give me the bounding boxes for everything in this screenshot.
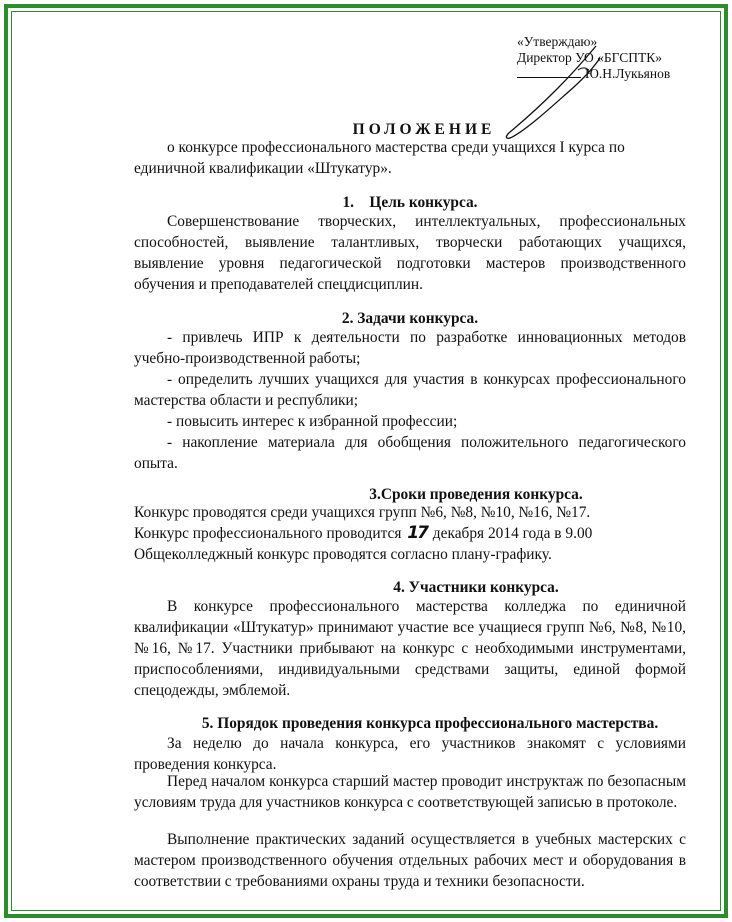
section-5-paragraph-1: За неделю до начала конкурса, его участников знакомят с условиями проведения конкурса. <box>134 735 686 773</box>
section-3-line-2-end: декабря 2014 года в 9.00 <box>432 525 593 542</box>
section-5-paragraph-2: Перед началом конкурса старший мастер проводит инструктаж по безопасным условиям труда для участников конкурса с соответствующей записью в протоколе. <box>134 773 686 811</box>
section-2-item-4: - накопление материала для обобщения положительного педагогического опыта. <box>134 434 686 472</box>
approver-name: Ю.Н.Лукьянов <box>585 66 671 81</box>
section-2-item-3: - повысить интерес к избранной профессии; <box>167 413 458 430</box>
section-4-heading: 4. Участники конкурса. <box>393 579 559 596</box>
section-2-item-2: - определить лучших учащихся для участия в конкурсах профессионального мастерства области и республики; <box>134 371 686 409</box>
approval-line-1: «Утверждаю» <box>517 34 598 49</box>
section-4-text: В конкурсе профессионального мастерства колледжа по единичной квалификации «Штукатур» принимают участие все учащиеся групп №6, №8, №10, №16, №17. Участники прибывают на конкурс с необходимыми инструментами, приспособлениями, индивидуальными средствами защиты, единой формой спецодежды, эмблемой. <box>134 598 686 699</box>
section-3-line-2-start: Конкурс профессионального проводится <box>134 525 402 542</box>
section-2-item-1: - привлечь ИПР к деятельности по разработке инновационных методов учебно-производственной работы; <box>134 329 686 367</box>
section-1-text: Совершенствование творческих, интеллектуальных, профессиональных способностей, выявление талантливых, творчески работающих учащихся, выявление уровня педагогической подготовки мастеров производственного обучения и преподавателей спецдисциплин. <box>134 213 686 293</box>
document-title: ПОЛОЖЕНИЕ <box>352 121 496 138</box>
intro-paragraph: о конкурсе профессионального мастерства среди учащихся I курса по единичной квалификации «Штукатур». <box>134 139 625 177</box>
section-3-line-3: Общеколледжный конкурс проводятся согласно плану-графику. <box>134 546 552 563</box>
section-3-line-2 <box>134 523 686 544</box>
section-5-heading: 5. Порядок проведения конкурса профессионального мастерства. <box>201 715 659 732</box>
approval-line-2: Директор УО «БГСПТК» <box>517 50 663 65</box>
section-5-paragraph-3: Выполнение практических заданий осуществляется в учебных мастерских с мастером производственного обучения отдельных рабочих мест и оборудования в соответствии с требованиями охраны труда и техники безопасности. <box>134 831 686 890</box>
section-1-heading: 1. Цель конкурса. <box>342 194 478 211</box>
section-2-heading: 2. Задачи конкурса. <box>341 310 479 327</box>
section-3-heading: 3.Сроки проведения конкурса. <box>369 486 583 503</box>
handwritten-date: 17 <box>407 523 427 543</box>
section-3-line-1: Конкурс проводятся среди учащихся групп №6, №8, №10, №16, №17. <box>134 504 591 521</box>
